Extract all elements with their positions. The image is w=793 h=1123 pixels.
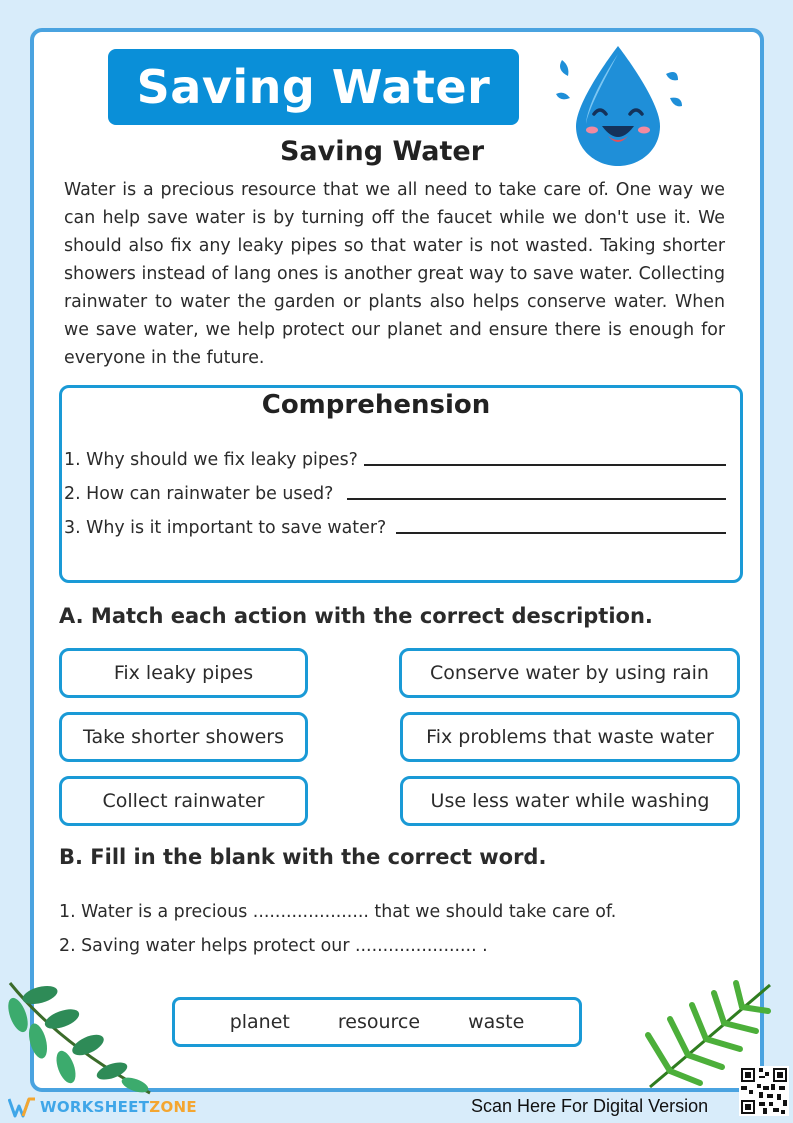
- action-label: Collect rainwater: [102, 790, 265, 812]
- word-bank-item[interactable]: planet: [229, 1011, 290, 1033]
- fill-blank-sentence: 1. Water is a precious ..................... that we should take care of.: [59, 902, 617, 922]
- answer-line[interactable]: [347, 498, 726, 500]
- description-label: Fix problems that waste water: [426, 726, 714, 748]
- match-description-box[interactable]: [400, 776, 740, 826]
- comprehension-question: [64, 512, 726, 538]
- action-label: Take shorter showers: [82, 726, 285, 748]
- word-bank-item[interactable]: waste: [468, 1011, 525, 1033]
- match-action-box[interactable]: [59, 712, 308, 762]
- action-label: Fix leaky pipes: [113, 662, 254, 684]
- banner-title: Saving Water: [136, 60, 491, 114]
- description-label: Conserve water by using rain: [430, 662, 709, 684]
- question-text: 3. Why is it important to save water?: [64, 518, 387, 538]
- word-bank-item[interactable]: resource: [337, 1011, 421, 1033]
- comprehension-title: Comprehension: [261, 390, 491, 420]
- fill-blank-sentence: 2. Saving water helps protect our ...................... .: [59, 936, 488, 956]
- match-description-box[interactable]: [400, 712, 740, 762]
- match-action-box[interactable]: [59, 648, 308, 698]
- match-action-box[interactable]: [59, 776, 308, 826]
- worksheetzone-logo-icon: [8, 1096, 36, 1118]
- word-bank: [172, 997, 582, 1047]
- worksheet-subtitle: Saving Water: [279, 136, 485, 167]
- question-text: 2. How can rainwater be used?: [64, 484, 334, 504]
- question-text: 1. Why should we fix leaky pipes?: [64, 450, 358, 470]
- section-a-heading: A. Match each action with the correct description.: [59, 604, 653, 628]
- comprehension-question: [64, 444, 726, 470]
- description-label: Use less water while washing: [430, 790, 710, 812]
- qr-code-icon[interactable]: [739, 1066, 789, 1116]
- comprehension-question: [64, 478, 726, 504]
- answer-line[interactable]: [396, 532, 726, 534]
- worksheetzone-brand: [8, 1094, 197, 1120]
- scan-instruction: Scan Here For Digital Version: [471, 1096, 709, 1116]
- section-b-heading: B. Fill in the blank with the correct word.: [59, 845, 547, 869]
- title-banner: [108, 49, 519, 125]
- brand-name-part2: ZONE: [149, 1098, 197, 1116]
- leaf-branch-icon: [0, 975, 160, 1105]
- answer-line[interactable]: [364, 464, 726, 466]
- match-description-box[interactable]: [399, 648, 740, 698]
- reading-passage: Water is a precious resource that we all need to take care of. One way we can help save water is by turning off the faucet while we don't use it. We should also fix any leaky pipes so that water is not wasted. Taking shorter showers instead of lang ones is another great way to save water. Collecting rainwater to water the garden or plants also helps conserve water. When we save water, we help protect our planet and ensure there is enough for everyone in the future.: [64, 180, 725, 368]
- brand-name-part1: WORKSHEET: [40, 1098, 150, 1116]
